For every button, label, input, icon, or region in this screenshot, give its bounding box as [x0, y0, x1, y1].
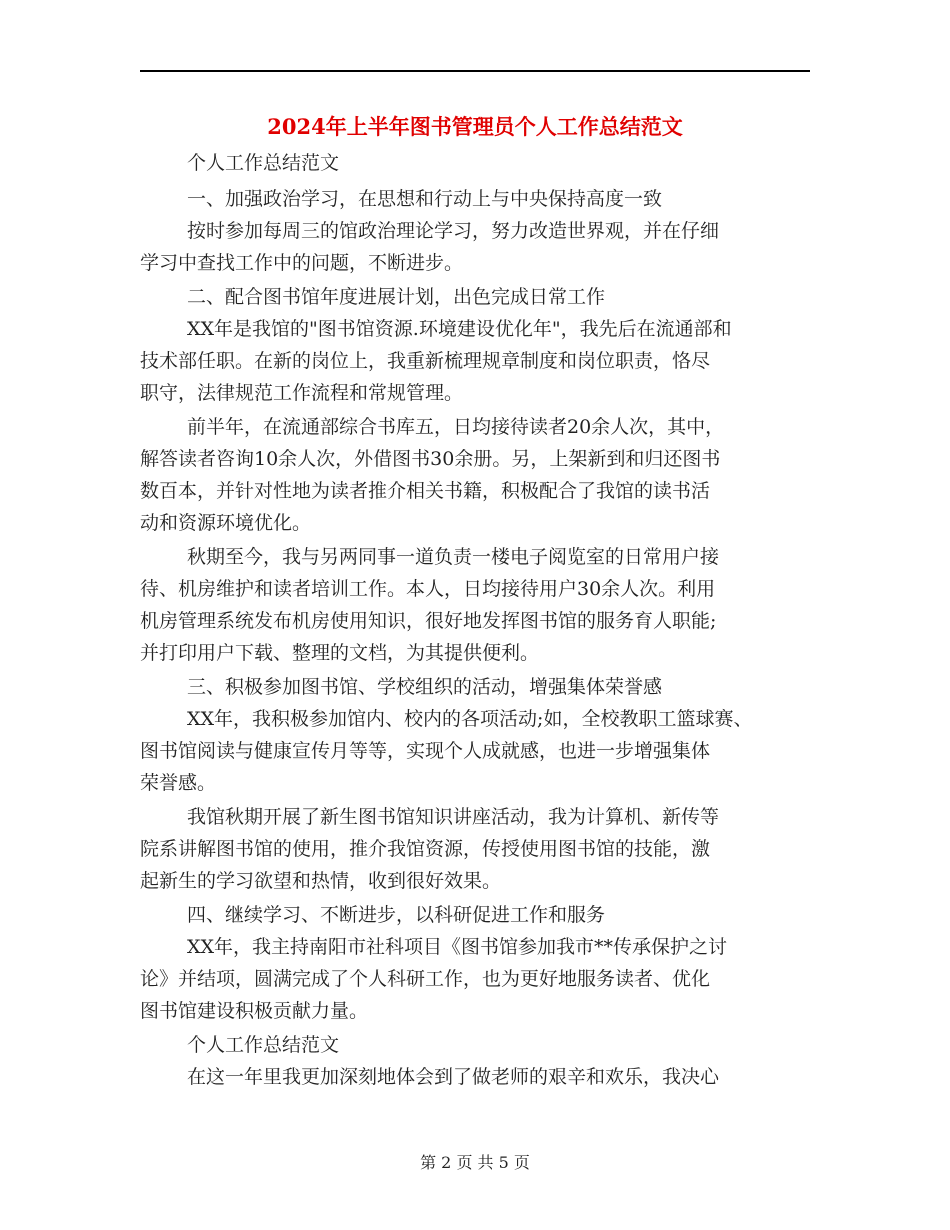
text-line: 在这一年里我更加深刻地体会到了做老师的艰辛和欢乐，我决心	[187, 1066, 720, 1088]
text-line: 前半年，在流通部综合书库五，日均接待读者20余人次，其中，	[187, 416, 725, 438]
text-line: 图书馆建设积极贡献力量。	[140, 1000, 369, 1022]
text-line: 秋期至今，我与另两同事一道负责一楼电子阅览室的日常用户接	[187, 546, 720, 568]
text-line: 一、加强政治学习，在思想和行动上与中央保持高度一致	[187, 188, 663, 210]
text-line: 个人工作总结范文	[187, 152, 340, 174]
text-line: 个人工作总结范文	[187, 1034, 340, 1056]
text-line: 按时参加每周三的馆政治理论学习，努力改造世界观，并在仔细	[187, 220, 720, 242]
text-line: 数百本，并针对性地为读者推介相关书籍，积极配合了我馆的读书活	[140, 480, 711, 502]
document-title: 2024年上半年图书管理员个人工作总结范文	[267, 114, 683, 139]
text-line: 学习中查找工作中的问题，不断进步。	[140, 252, 464, 274]
text-line: XX年，我主持南阳市社科项目《图书馆参加我市**传承保护之讨	[187, 936, 728, 958]
text-line: 图书馆阅读与健康宣传月等等，实现个人成就感，也进一步增强集体	[140, 740, 711, 762]
text-line: 四、继续学习、不断进步，以科研促进工作和服务	[187, 904, 606, 926]
text-line: 荣誉感。	[140, 772, 217, 794]
text-line: XX年，我积极参加馆内、校内的各项活动;如，全校教职工篮球赛、	[187, 708, 753, 730]
text-line: 二、配合图书馆年度进展计划，出色完成日常工作	[187, 286, 606, 308]
text-line: 我馆秋期开展了新生图书馆知识讲座活动，我为计算机、新传等	[187, 806, 720, 828]
text-line: 论》并结项，圆满完成了个人科研工作，也为更好地服务读者、优化	[140, 968, 711, 990]
text-line: 职守，法律规范工作流程和常规管理。	[140, 382, 464, 404]
text-line: 动和资源环境优化。	[140, 512, 312, 534]
text-line: 起新生的学习欲望和热情，收到很好效果。	[140, 870, 502, 892]
text-line: 院系讲解图书馆的使用，推介我馆资源，传授使用图书馆的技能，激	[140, 838, 711, 860]
page-number-footer: 第 2 页 共 5 页	[420, 1153, 530, 1172]
text-line: 并打印用户下载、整理的文档，为其提供便利。	[140, 642, 540, 664]
text-line: 待、机房维护和读者培训工作。本人，日均接待用户30余人次。利用	[140, 578, 716, 600]
text-line: 解答读者咨询10余人次，外借图书30余册。另，上架新到和归还图书	[140, 448, 721, 470]
text-line: XX年是我馆的"图书馆资源.环境建设优化年"，我先后在流通部和	[187, 318, 732, 340]
text-line: 技术部任职。在新的岗位上，我重新梳理规章制度和岗位职责，恪尽	[140, 350, 711, 372]
text-line: 三、积极参加图书馆、学校组织的活动，增强集体荣誉感	[187, 676, 663, 698]
text-line: 机房管理系统发布机房使用知识，很好地发挥图书馆的服务育人职能;	[140, 610, 717, 632]
